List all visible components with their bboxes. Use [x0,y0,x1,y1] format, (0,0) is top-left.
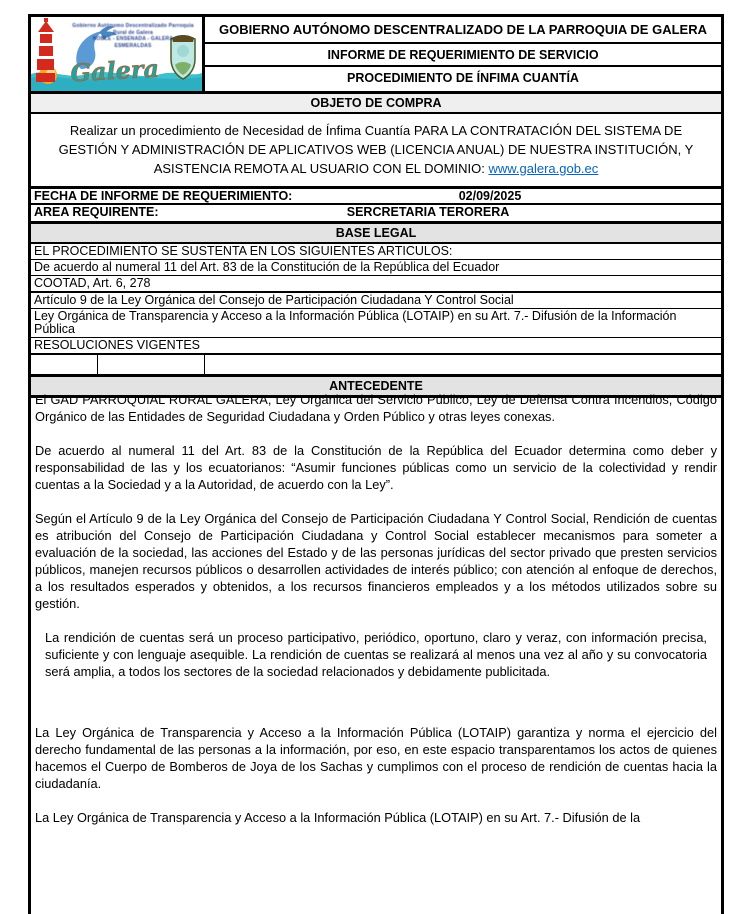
legal-row-lotaip: Ley Orgánica de Transparencia y Acceso a la Información Pública (LOTAIP) en su Art. 7.- Difusión de la Información Pública [31,309,721,338]
logo-caption-line3: ESMERALDAS [114,42,152,49]
galera-website-link[interactable]: www.galera.gob.ec [488,161,599,176]
logo-caption [65,23,201,49]
field-row-area [31,205,721,221]
empty-cell-2 [98,355,205,374]
logo [31,17,205,91]
empty-cell-1 [31,355,98,374]
legal-row-resoluciones: RESOLUCIONES VIGENTES [31,338,721,355]
empty-cell-3 [205,355,721,374]
area-label: AREA REQUIRENTE: [34,205,159,219]
logo-caption-line2: NOBLE - ENSENADA - GALERA [92,36,174,42]
fecha-label: FECHA DE INFORME DE REQUERIMIENTO: [34,189,293,203]
document-header [31,17,721,91]
empty-spacer-row [31,355,721,374]
legal-row-cootad: COOTAD, Art. 6, 278 [31,276,721,293]
doc-title: INFORME DE REQUERIMIENTO DE SERVICIO [205,44,721,67]
objeto-paragraph [31,114,721,189]
field-row-fecha [31,189,721,205]
antecedente-paragraph-2: De acuerdo al numeral 11 del Art. 83 de la Constitución de la República del Ecuador determina como deber y responsabilidad de las y los ecuatorianos: “Asumir funciones públicas como un servicio de la colectividad y rendir cuentas a la Sociedad y a la Autoridad, de acuerdo con la Ley”. [35,443,717,492]
antecedente-paragraph-6: La Ley Orgánica de Transparencia y Acceso a la Información Pública (LOTAIP) en su Art. 7.- Difusión de la [35,810,641,825]
antecedente-paragraph-3: Según el Artículo 9 de la Ley Orgánica del Consejo de Participación Ciudadana Y Control Social, Rendición de cuentas es atribución del Consejo de Participación Ciudadana y Control Social establecer mecanismos para someter a evaluación de la sociedad, las acciones del Estado y de las personas jurídicas del sector privado que presten servicios públicos, manejen recursos públicos o desarrollen actividades de interés público; con atención al enfoque de derechos, a los resultados esperados y obtenidos, a los recursos financieros empleados y a los métodos utilizados sobre su gestión. [35,511,717,611]
antecedente-body [31,391,721,826]
antecedente-paragraph-4: La rendición de cuentas será un proceso participativo, periódico, oportuno, claro y veraz, con información precisa, suficiente y con lenguaje asequible. La rendición de cuentas se realizará al menos una vez al año y su convocatoria será amplia, a todos los sectores de la sociedad relacionados y debidamente publicitada. [45,630,707,679]
informe-table [28,14,724,914]
antecedente-text-block [35,391,717,826]
section-title-objeto-de-compra: OBJETO DE COMPRA [31,91,721,114]
procedure-title: PROCEDIMIENTO DE ÍNFIMA CUANTÍA [347,71,579,85]
legal-row-sustento: EL PROCEDIMIENTO SE SUSTENTA EN LOS SIGUIENTES ARTICULOS: [31,244,721,260]
objeto-text: Realizar un procedimiento de Necesidad de Ínfima Cuantía PARA LA CONTRATACIÓN DEL SISTEMA DE GESTIÓN Y ADMINISTRACIÓN DE APLICATIVOS WEB (LICENCIA ANUAL) DE NUESTRA INSTITUCIÓN, Y ASISTENCIA REMOTA AL USUARIO CON EL DOMINIO: [58,123,694,176]
antecedente-paragraph-5: La Ley Orgánica de Transparencia y Acceso a la Información Pública (LOTAIP) garantiza y norma el ejercicio del derecho fundamental de las personas a la información, por eso, en este espacio transparentamos los actos de quienes hacemos el Cuerpo de Bomberos de Joya de los Sachas y cumplimos con el proceso de rendición de cuentas hacia la ciudadanía. [35,725,717,791]
logo-caption-line1: Gobierno Autónomo Descentralizado Parroquia Rural de Galera [72,23,194,36]
legal-row-constitucion: De acuerdo al numeral 11 del Art. 83 de la Constitución de la República del Ecuador [31,260,721,276]
galera-script-text: Galera [69,53,160,88]
header-titles [205,17,721,91]
antecedente-paragraph-1: El GAD PARROQUIAL RURAL GALERA, Ley Orgánica del Servicio Público, Ley de Defensa Contra Incendios, Código Orgánico de las Entidades de Seguridad Ciudadana y Orden Público y otras leyes conexas. [35,392,717,424]
area-value: SERCRETARIA TERORERA [346,205,510,219]
legal-row-cpccs: Artículo 9 de la Ley Orgánica del Consejo de Participación Ciudadana Y Control Social [31,293,721,309]
section-title-antecedente: ANTECEDENTE [31,374,721,398]
fecha-value: 02/09/2025 [458,189,522,203]
section-title-base-legal: BASE LEGAL [31,221,721,244]
org-title: GOBIERNO AUTÓNOMO DESCENTRALIZADO DE LA PARROQUIA DE GALERA [205,17,721,44]
